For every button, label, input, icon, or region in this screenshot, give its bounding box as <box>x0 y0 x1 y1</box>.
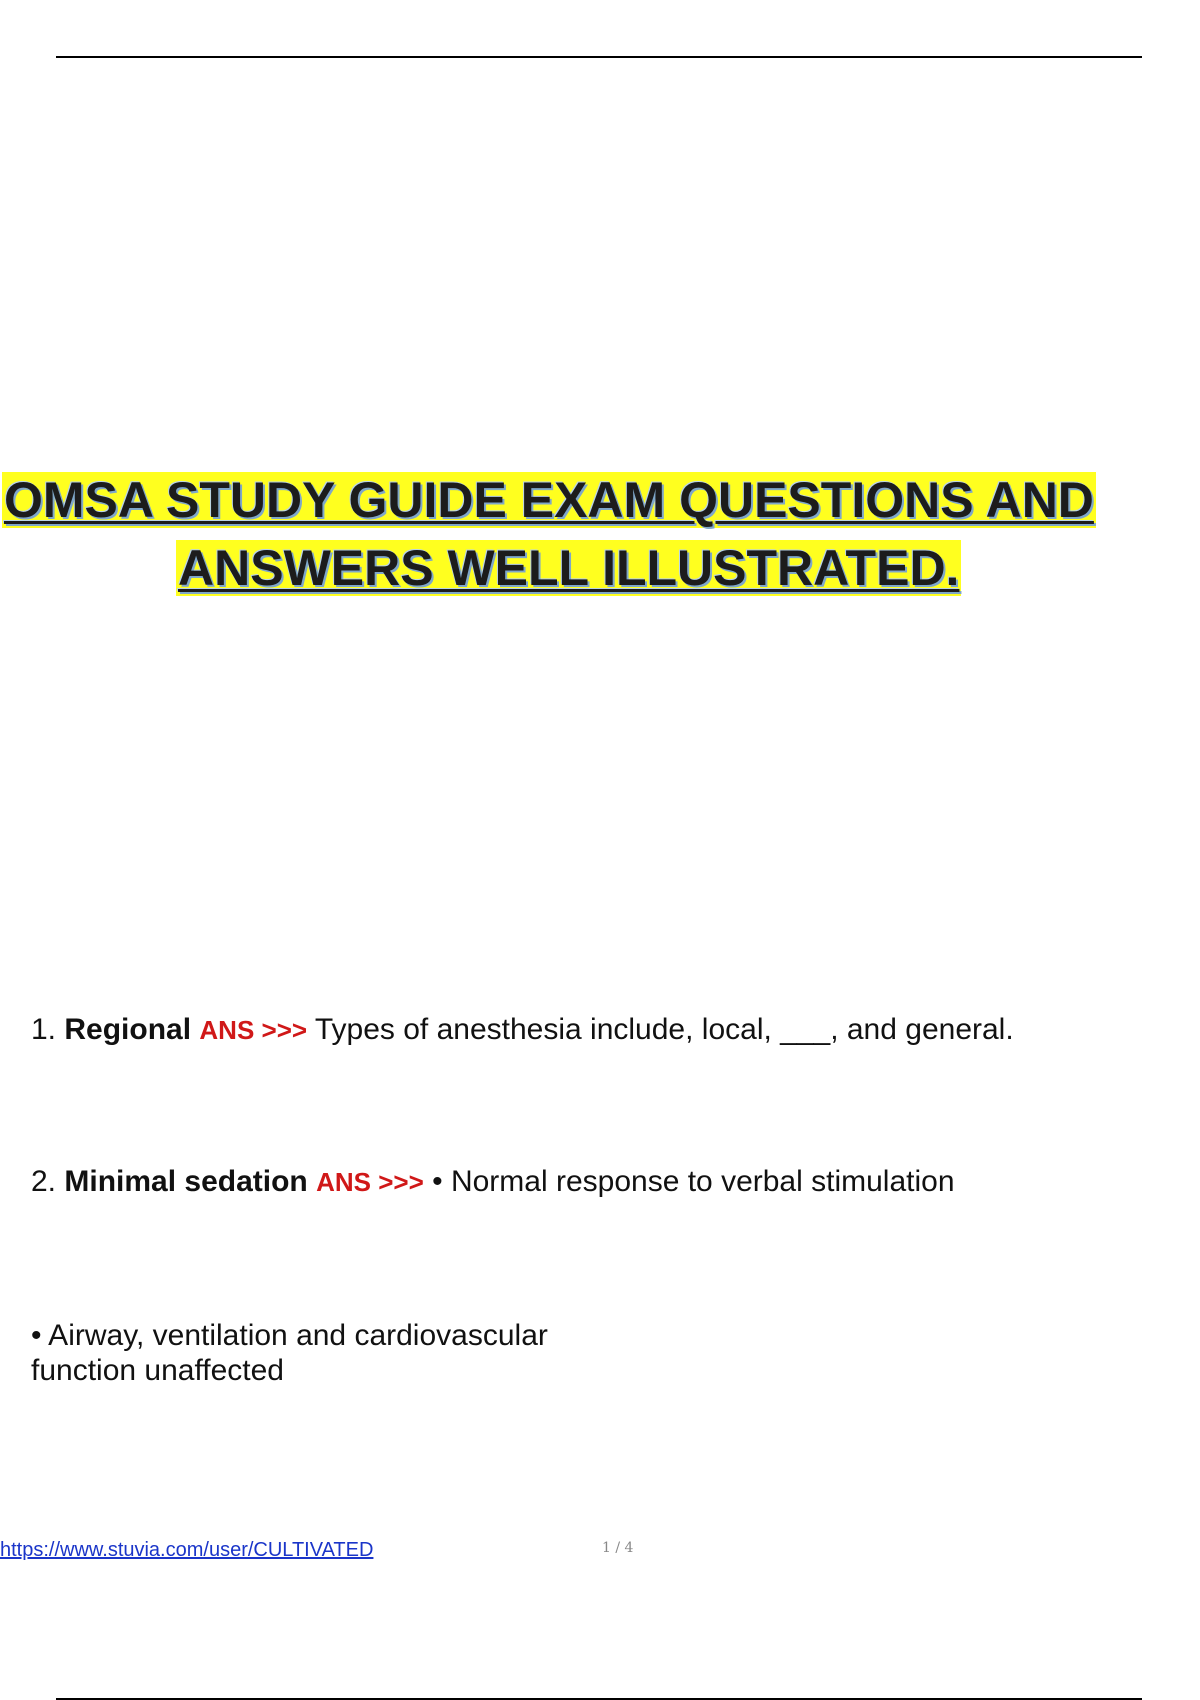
continuation-line: function unaffected <box>31 1354 284 1387</box>
question-text: Types of anesthesia include, local, ___, and general. <box>314 1013 1014 1046</box>
question-item <box>31 1012 1014 1048</box>
header-rule <box>56 56 1142 58</box>
document-title-line-1: OMSA STUDY GUIDE EXAM QUESTIONS AND <box>4 472 1094 528</box>
question-number: 2. <box>31 1165 57 1198</box>
question-text: • Normal response to verbal stimulation <box>432 1165 955 1198</box>
footer-user-link[interactable]: https://www.stuvia.com/user/CULTIVATED <box>0 1539 374 1561</box>
answer-term: Regional <box>64 1013 192 1046</box>
question-number: 1. <box>31 1013 57 1046</box>
question-continuation <box>31 1318 548 1388</box>
answer-term: Minimal sedation <box>64 1165 308 1198</box>
continuation-line: • Airway, ventilation and cardiovascular <box>31 1319 548 1352</box>
ans-marker: ANS >>> <box>316 1167 424 1197</box>
question-item <box>31 1164 955 1200</box>
document-title-line-2: ANSWERS WELL ILLUSTRATED. <box>178 540 960 596</box>
ans-marker: ANS >>> <box>199 1015 308 1045</box>
page-number: 1 / 4 <box>602 1540 634 1556</box>
